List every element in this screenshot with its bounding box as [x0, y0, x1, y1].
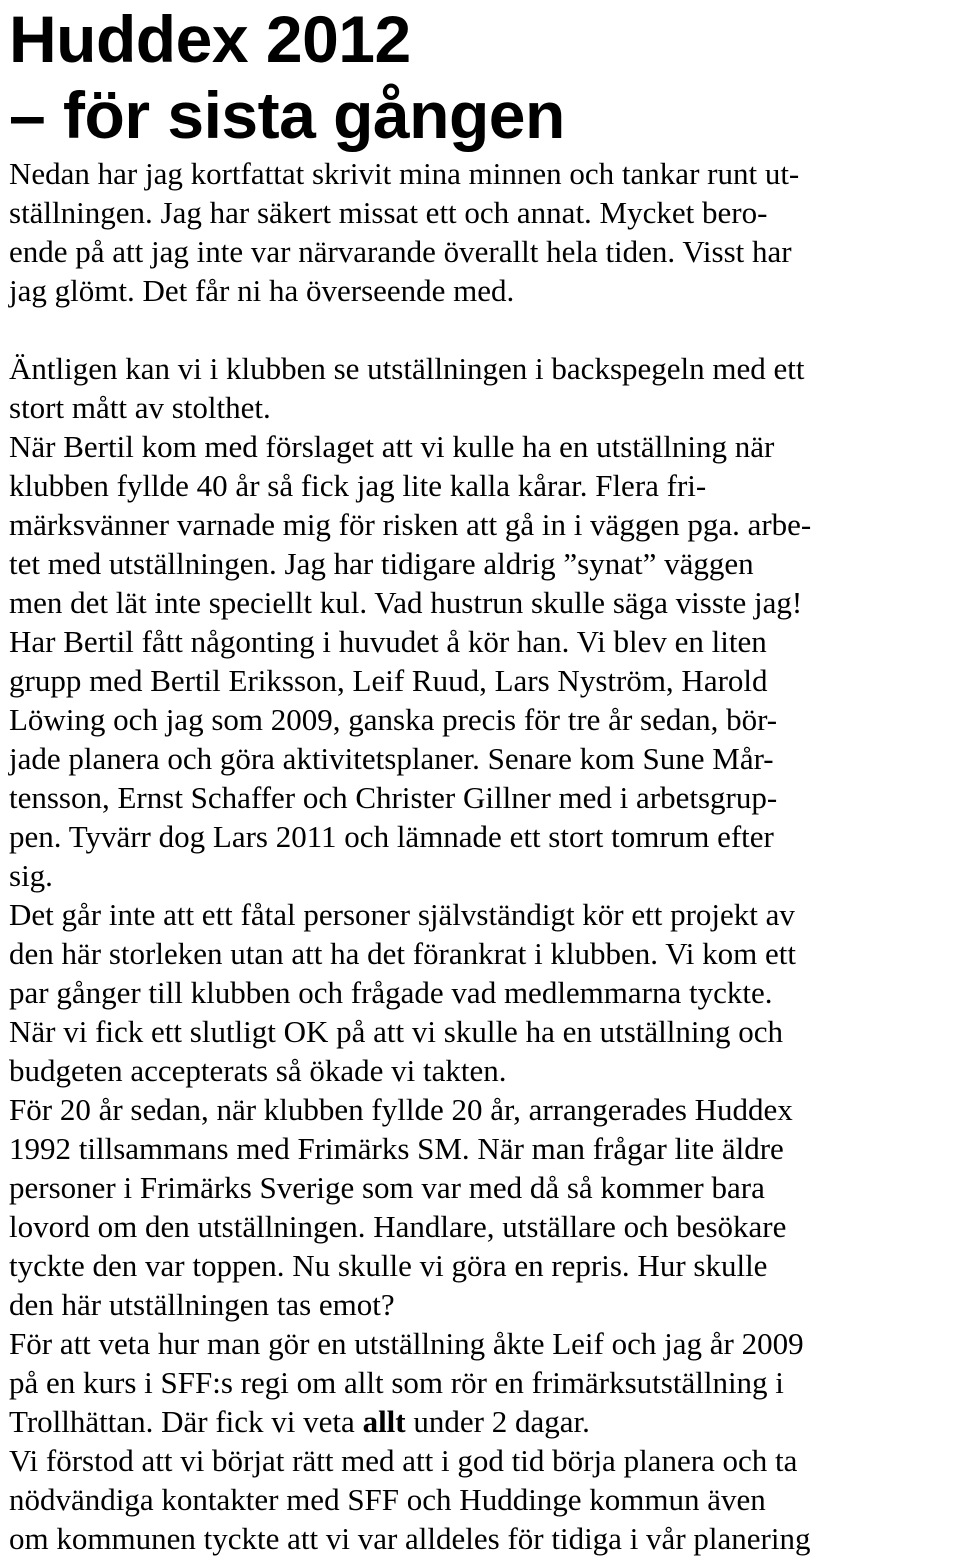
article-body: [9, 349, 957, 1558]
text-line: Vi förstod att vi börjat rätt med att i god tid börja planera och ta: [9, 1443, 798, 1478]
text-line: jag glömt. Det får ni ha överseende med.: [9, 273, 515, 308]
text-line: tensson, Ernst Schaffer och Christer Gillner med i arbetsgrup-: [9, 780, 778, 815]
document-page: [9, 0, 957, 1558]
text-line: jade planera och göra aktivitetsplaner. Senare kom Sune Mår-: [9, 741, 774, 776]
text-line: ende på att jag inte var närvarande överallt hela tiden. Visst har: [9, 234, 792, 269]
text-line: stort mått av stolthet.: [9, 390, 271, 425]
text-line: om kommunen tyckte att vi var alldeles för tidiga i vår planering: [9, 1521, 811, 1556]
bold-word: allt: [362, 1404, 406, 1439]
text-line: När vi fick ett slutligt OK på att vi skulle ha en utställning och: [9, 1014, 783, 1049]
paragraph-gap: [9, 310, 957, 349]
text-line: För att veta hur man gör en utställning åkte Leif och jag år 2009: [9, 1326, 804, 1361]
text-line: nödvändiga kontakter med SFF och Huddinge kommun även: [9, 1482, 766, 1517]
text-line: den här utställningen tas emot?: [9, 1287, 395, 1322]
text-line: klubben fyllde 40 år så fick jag lite kalla kårar. Flera fri-: [9, 468, 707, 503]
article-title: [9, 0, 957, 154]
text-line: den här storleken utan att ha det förankrat i klubben. Vi kom ett: [9, 936, 796, 971]
text-line: lovord om den utställningen. Handlare, utställare och besökare: [9, 1209, 787, 1244]
title-line-1: Huddex 2012: [9, 2, 411, 76]
text-line: Nedan har jag kortfattat skrivit mina minnen och tankar runt ut-: [9, 156, 800, 191]
text-line-with-bold: [9, 1402, 957, 1441]
text-line: Har Bertil fått någonting i huvudet å kör han. Vi blev en liten: [9, 624, 767, 659]
text-run: Trollhättan. Där fick vi veta: [9, 1404, 363, 1439]
intro-paragraph: [9, 154, 957, 310]
text-line: Äntligen kan vi i klubben se utställningen i backspegeln med ett: [9, 351, 805, 386]
text-line: tet med utställningen. Jag har tidigare aldrig ”synat” väggen: [9, 546, 754, 581]
text-line: När Bertil kom med förslaget att vi kulle ha en utställning när: [9, 429, 775, 464]
text-line: tyckte den var toppen. Nu skulle vi göra en repris. Hur skulle: [9, 1248, 768, 1283]
text-line: sig.: [9, 858, 53, 893]
text-line: Det går inte att ett fåtal personer självständigt kör ett projekt av: [9, 897, 795, 932]
text-line: personer i Frimärks Sverige som var med då så kommer bara: [9, 1170, 765, 1205]
text-line: par gånger till klubben och frågade vad medlemmarna tyckte.: [9, 975, 773, 1010]
text-line: märksvänner varnade mig för risken att gå in i väggen pga. arbe-: [9, 507, 812, 542]
text-line: pen. Tyvärr dog Lars 2011 och lämnade ett stort tomrum efter: [9, 819, 774, 854]
text-line: 1992 tillsammans med Frimärks SM. När man frågar lite äldre: [9, 1131, 784, 1166]
text-line: grupp med Bertil Eriksson, Leif Ruud, Lars Nyström, Harold: [9, 663, 768, 698]
text-line: För 20 år sedan, när klubben fyllde 20 år, arrangerades Huddex: [9, 1092, 793, 1127]
text-line: Löwing och jag som 2009, ganska precis för tre år sedan, bör-: [9, 702, 778, 737]
text-line: men det lät inte speciellt kul. Vad hustrun skulle säga visste jag!: [9, 585, 803, 620]
text-line: på en kurs i SFF:s regi om allt som rör en frimärksutställning i: [9, 1365, 784, 1400]
title-line-2: – för sista gången: [9, 78, 565, 152]
text-line: ställningen. Jag har säkert missat ett och annat. Mycket bero-: [9, 195, 768, 230]
text-run: under 2 dagar.: [405, 1404, 590, 1439]
text-line: budgeten accepterats så ökade vi takten.: [9, 1053, 507, 1088]
